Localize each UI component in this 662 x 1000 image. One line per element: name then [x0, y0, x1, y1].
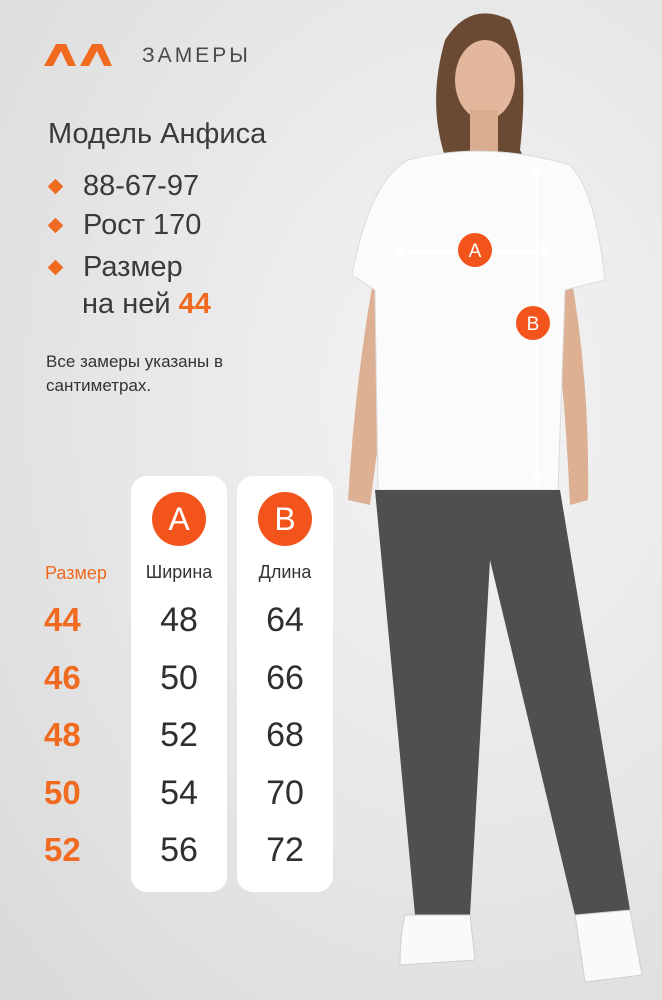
- width-badge: A: [152, 492, 206, 546]
- size-value: 52: [44, 831, 81, 868]
- model-measurements: 88-67-97: [83, 170, 200, 202]
- width-value: 48: [160, 601, 198, 639]
- marker-a-label: A: [468, 241, 482, 262]
- units-note: Все замеры указаны в сантиметрах.: [46, 352, 223, 395]
- length-value: 66: [266, 658, 304, 697]
- model-photo: [330, 0, 662, 1000]
- length-column-header: Длина: [258, 562, 312, 582]
- size-value: 48: [44, 716, 81, 753]
- length-value: 72: [266, 831, 304, 869]
- length-badge: B: [258, 492, 312, 546]
- length-value: 70: [266, 773, 304, 812]
- size-column: [44, 598, 81, 886]
- model-left-shoe: [400, 915, 475, 965]
- length-value: 64: [266, 601, 304, 639]
- model-size-row: [48, 251, 183, 284]
- width-value: 54: [160, 773, 198, 812]
- model-size-value-row: [82, 288, 211, 321]
- marker-b-label: B: [526, 314, 540, 335]
- model-height-row: [48, 209, 201, 242]
- size-value: 44: [44, 601, 81, 638]
- model-size-prefix: на ней: [82, 288, 171, 320]
- model-name: Модель Анфиса: [48, 118, 267, 150]
- diamond-bullet-icon: [48, 179, 64, 195]
- size-value: 50: [44, 773, 81, 811]
- model-size-value: 44: [178, 288, 211, 320]
- model-measurements-row: [48, 170, 199, 203]
- size-column-header: Размер: [45, 563, 107, 583]
- length-column-card: [237, 476, 333, 892]
- width-value: 50: [160, 658, 198, 697]
- width-column-header: Ширина: [145, 562, 213, 582]
- model-size-label: Размер: [83, 251, 183, 283]
- model-jeans: [375, 490, 630, 915]
- width-value: 56: [160, 831, 198, 869]
- width-value: 52: [160, 716, 198, 754]
- diamond-bullet-icon: [48, 218, 64, 234]
- width-column-card: [131, 476, 227, 892]
- brand-logo-icon: [44, 44, 112, 66]
- size-value: 46: [44, 658, 81, 696]
- model-right-shoe: [575, 910, 642, 982]
- model-height: Рост 170: [83, 209, 202, 241]
- model-face: [455, 40, 515, 120]
- marker-b: [516, 306, 550, 340]
- length-value: 68: [266, 716, 304, 754]
- page-title: ЗАМЕРЫ: [142, 44, 251, 67]
- marker-a: [458, 233, 492, 267]
- diamond-bullet-icon: [48, 260, 64, 276]
